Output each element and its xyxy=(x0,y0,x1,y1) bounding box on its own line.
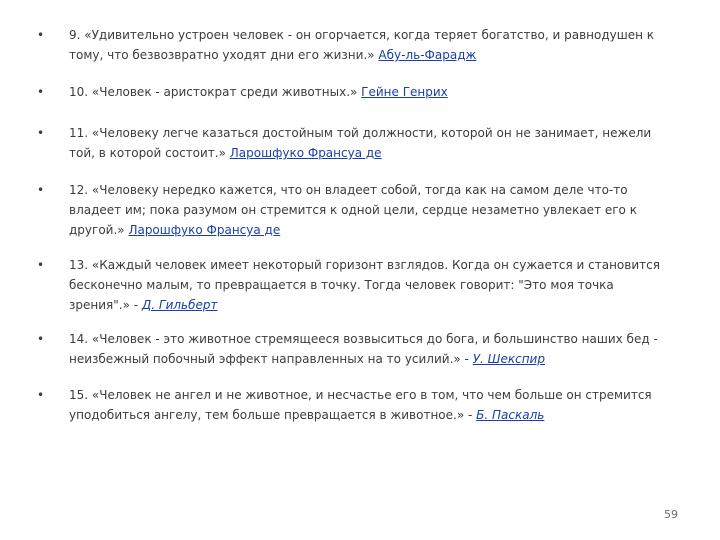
author-link[interactable]: У. Шекспир xyxy=(472,352,545,366)
quote-text: 15. «Человек не ангел и не животное, и несчастье его в том, что чем больше он стремится уподобиться ангелу, тем больше превращается в животное.» - xyxy=(69,388,652,422)
quote-text: 9. «Удивительно устроен человек - он огорчается, когда теряет богатство, и равнодушен к тому, что безвозвратно уходят дни его жизни.» xyxy=(69,28,654,62)
author-link[interactable]: Ларошфуко Франсуа де xyxy=(128,223,281,237)
quote-text: 12. «Человеку нередко кажется, что он владеет собой, тогда как на самом деле что-то владеет им; пока разумом он стремится к одной цели, сердце незаметно увлекает его к другой.» xyxy=(69,183,637,237)
author-link[interactable]: Гейне Генрих xyxy=(361,85,448,99)
quote-text: 10. «Человек - аристократ среди животных.» xyxy=(69,85,362,99)
page-number: 59 xyxy=(664,508,678,521)
bullet: • xyxy=(37,126,45,140)
author-link[interactable]: Абу-ль-Фарадж xyxy=(378,48,477,62)
bullet: • xyxy=(37,183,45,197)
author-link[interactable]: Д. Гильберт xyxy=(141,298,218,312)
bullet: • xyxy=(37,388,45,402)
author-link[interactable]: Ларошфуко Франсуа де xyxy=(229,146,382,160)
bullet: • xyxy=(37,258,45,272)
bullet: • xyxy=(37,85,45,99)
quote-text: 14. «Человек - это животное стремящееся возвыситься до бога, и большинство наших бед - неизбежный побочный эффект направленных на то усилий.» - xyxy=(69,332,658,366)
bullet: • xyxy=(37,332,45,346)
quote-text: 11. «Человеку легче казаться достойным той должности, которой он не занимает, нежели той, в которой состоит.» xyxy=(69,126,652,160)
quote-text: 13. «Каждый человек имеет некоторый горизонт взглядов. Когда он сужается и становится бесконечно малым, то превращается в точку. Тогда человек говорит: "Это моя точка зрения".» - xyxy=(69,258,660,312)
author-link[interactable]: Б. Паскаль xyxy=(476,408,545,422)
bullet: • xyxy=(37,28,45,42)
